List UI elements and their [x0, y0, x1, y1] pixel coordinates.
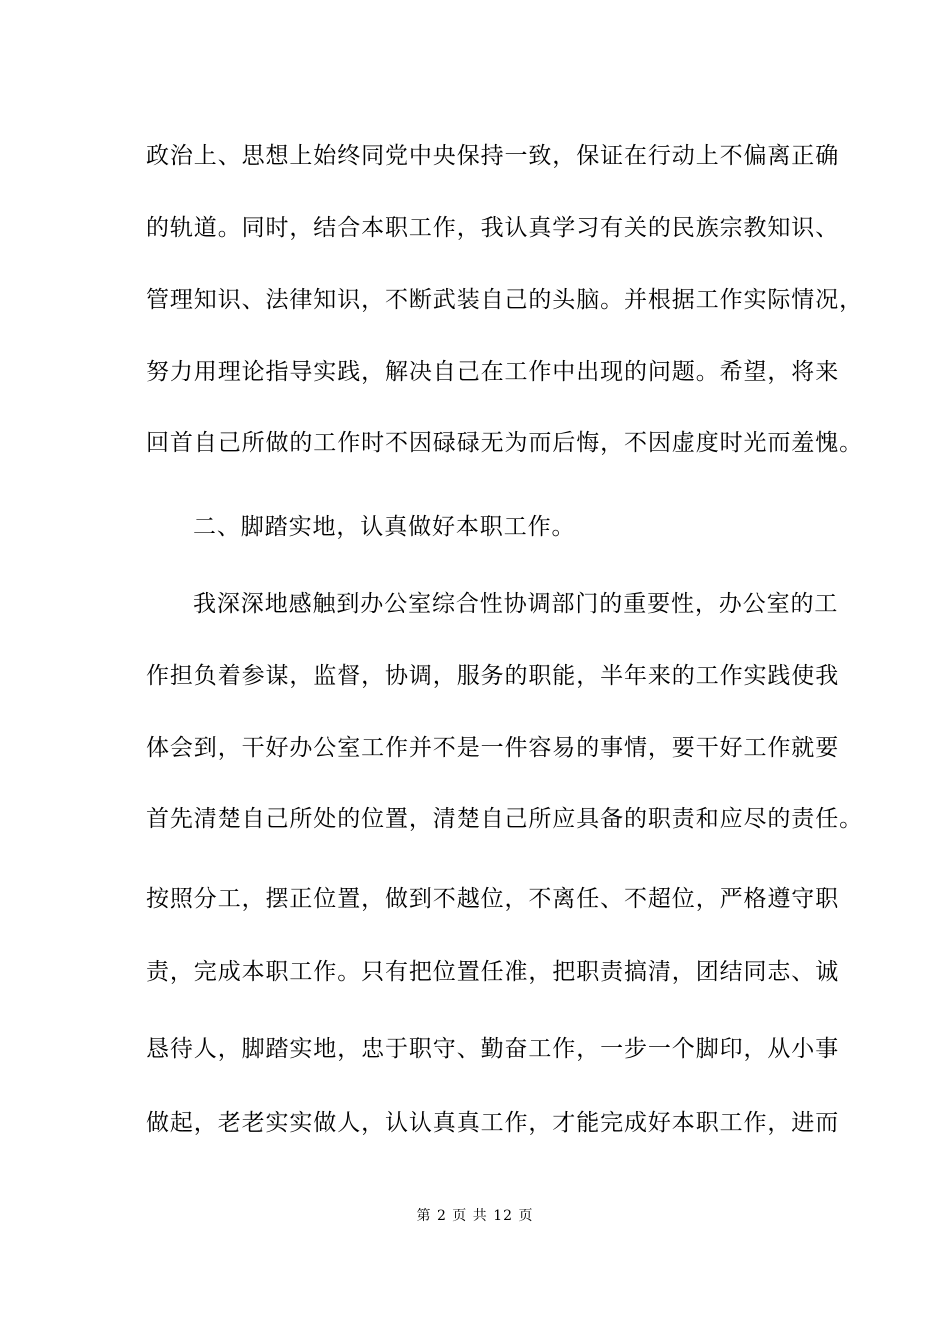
- paragraph-line: 管理知识、法律知识，不断武装自己的头脑。并根据工作实际情况，: [146, 287, 863, 313]
- paragraph-line: 做起，老老实实做人，认认真真工作，才能完成好本职工作，进而: [146, 1110, 840, 1136]
- section-heading: 二、脚踏实地，认真做好本职工作。: [193, 514, 576, 540]
- paragraph-line: 体会到，干好办公室工作并不是一件容易的事情，要干好工作就要: [146, 735, 840, 761]
- paragraph-line: 责，完成本职工作。只有把位置任准，把职责搞清，团结同志、诚: [146, 959, 840, 985]
- paragraph-line: 恳待人，脚踏实地，忠于职守、勤奋工作，一步一个脚印，从小事: [146, 1036, 840, 1062]
- paragraph-line: 的轨道。同时，结合本职工作，我认真学习有关的民族宗教知识、: [146, 215, 840, 241]
- paragraph-line: 按照分工，摆正位置，做到不越位，不离任、不超位，严格遵守职: [146, 886, 840, 912]
- paragraph-line: 努力用理论指导实践，解决自己在工作中出现的问题。希望，将来: [146, 359, 840, 385]
- paragraph-line: 首先清楚自己所处的位置，清楚自己所应具备的职责和应尽的责任。: [146, 806, 863, 832]
- paragraph-line: 我深深地感触到办公室综合性协调部门的重要性，办公室的工: [193, 591, 839, 617]
- paragraph-line: 政治上、思想上始终同党中央保持一致，保证在行动上不偏离正确: [146, 143, 840, 169]
- paragraph-line: 回首自己所做的工作时不因碌碌无为而后悔，不因虚度时光而羞愧。: [146, 430, 863, 456]
- paragraph-line: 作担负着参谋，监督，协调，服务的职能，半年来的工作实践使我: [146, 663, 840, 689]
- page-number-footer: 第 2 页 共 12 页: [416, 1208, 534, 1224]
